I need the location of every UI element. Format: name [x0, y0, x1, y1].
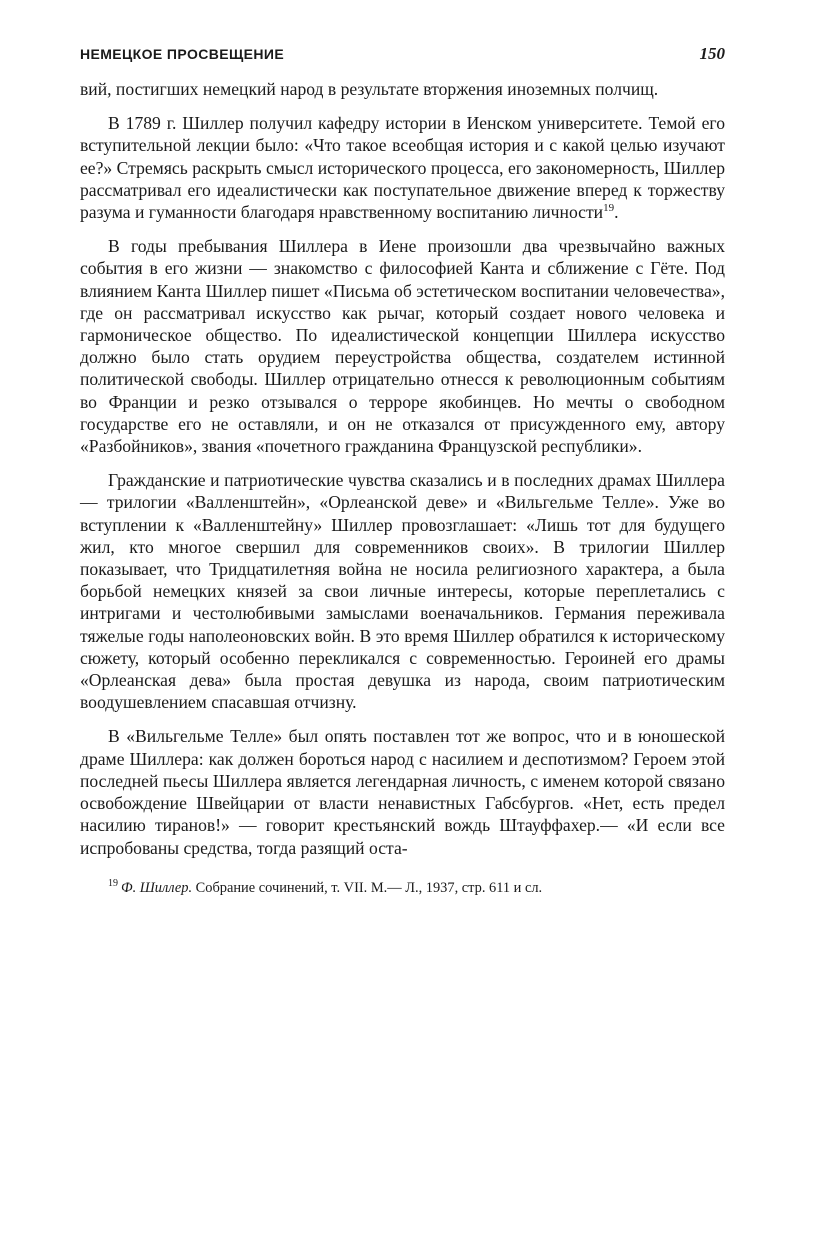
paragraph-jena-lecture: [80, 112, 725, 223]
page-number: 150: [699, 44, 725, 63]
book-page: [80, 44, 725, 897]
running-head: [80, 44, 725, 78]
footnote: [80, 879, 725, 897]
footnote-reference: 19: [603, 202, 615, 215]
main-text: [80, 78, 725, 859]
footnote-marker: 19: [108, 877, 118, 889]
paragraph-text: В 1789 г. Шиллер получил кафедру истории в Иенском университете. Темой его вступительной лекции было: «Что такое всеобщая история и с какой целью изучают ее?» Стремясь раскрыть смысл исторического процесса, его закономерность, Шиллер рассматривал его идеалистически как поступательное движение вперед к торжеству разума и гуманности благодаря нравственному воспитанию личности: [80, 113, 725, 223]
paragraph-late-dramas: Гражданские и патриотические чувства сказались и в последних драмах Шиллера — трилогии «Валленштейн», «Орлеанской деве» и «Вильгельме Телле». Уже во вступлении к «Валленштейну» Шиллер провозглашает: «Лишь тот для будущего жил, кто многое свершил для современников своих». В трилогии Шиллер показывает, что Тридцатилетняя война не носила религиозного характера, а была борьбой немецких князей за свои личные интересы, которые переплетались с интригами и честолюбивыми замыслами военачальников. Германия переживала тяжелые годы наполеоновских войн. В это время Шиллер обратился к историческому сюжету, который особенно перекликался с современностью. Героиней его драмы «Орлеанская дева» была простая девушка из народа, своим патриотическим воодушевлением спасавшая отчизну.: [80, 470, 725, 713]
running-title: НЕМЕЦКОЕ ПРОСВЕЩЕНИЕ: [80, 46, 285, 62]
footnote-text: Собрание сочинений, т. VII. М.— Л., 1937, стр. 611 и сл.: [192, 879, 543, 896]
paragraph-continuation: вий, постигших немецкий народ в результате вторжения иноземных полчищ.: [80, 79, 659, 99]
paragraph-kant-goethe: В годы пребывания Шиллера в Иене произошли два чрезвычайно важных события в его жизни — знакомство с философией Канта и сближение с Гёте. Под влиянием Канта Шиллер пишет «Письма об эстетическом воспитании человечества», где он рассматривал искусство как рычаг, который создает нового человека и гармоническое общество. По идеалистической концепции Шиллера искусство должно было стать орудием переустройства общества, создателем истинной политической свободы. Шиллер отрицательно отнесся к революционным событиям во Франции и резко отзывался о терроре якобинцев. Но мечты о свободном государстве его не оставляли, и он не отказался от присужденного ему, автору «Разбойников», звания «почетного гражданина Французской республики».: [80, 236, 725, 457]
paragraph-end: .: [614, 202, 619, 223]
footnote-author: Ф. Шиллер.: [121, 879, 193, 896]
paragraph-wilhelm-tell: В «Вильгельме Телле» был опять поставлен тот же вопрос, что и в юношеской драме Шиллера: как должен бороться народ с насилием и деспотизмом? Героем этой последней пьесы Шиллера является легендарная личность, с именем которой связано освобождение Швейцарии от власти ненавистных Габсбургов. «Нет, есть предел насилию тиранов!» — говорит крестьянский вождь Штауффахер.— «И если все испробованы средства, тогда разящий оста-: [80, 726, 725, 858]
